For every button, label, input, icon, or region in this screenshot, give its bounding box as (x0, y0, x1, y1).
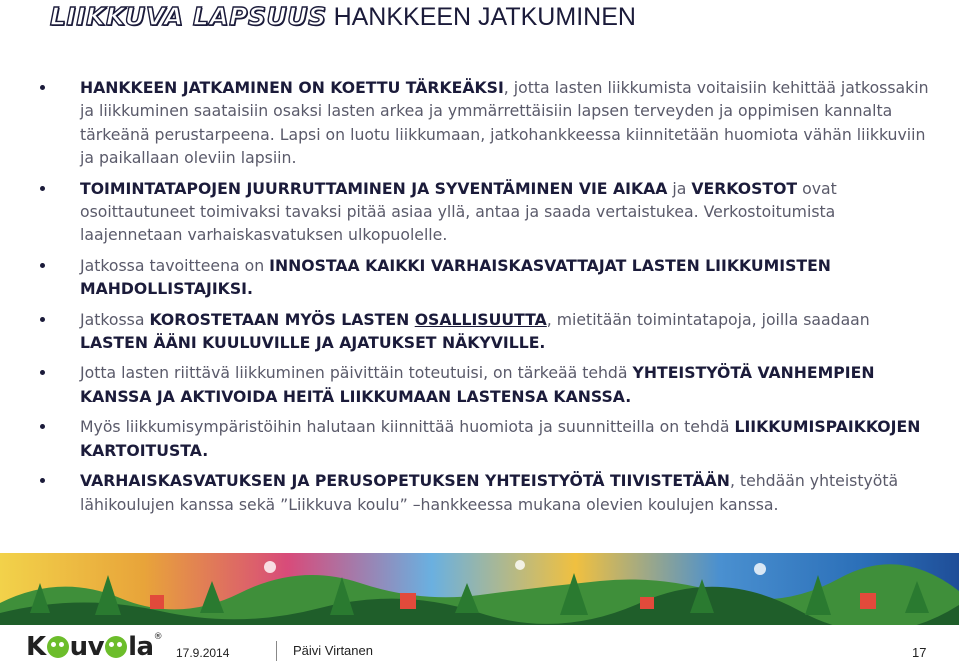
bullet-bold: HANKKEEN JATKAMINEN ON KOETTU TÄRKEÄKSI (80, 78, 504, 97)
bullet-text: Myös liikkumisympäristöihin halutaan kiinnittää huomiota ja suunnitteilla on tehdä (80, 417, 735, 437)
bullet-text: Jatkossa tavoitteena on (80, 255, 270, 275)
bullet-text: ja (667, 178, 692, 198)
bullet-item (40, 469, 940, 516)
bullet-icon (40, 478, 45, 483)
logo-text-start: K (26, 632, 46, 662)
bullet-icon (40, 263, 45, 268)
bullet-item (40, 308, 940, 355)
smiley-o-icon (47, 636, 69, 658)
kouvola-logo (26, 632, 162, 662)
logo-text-end: la (128, 632, 154, 662)
bullet-bold: KOROSTETAAN MYÖS LASTEN (149, 309, 415, 329)
bullet-text: . (625, 386, 632, 406)
bullet-item (40, 415, 940, 462)
bullet-icon (40, 186, 45, 191)
slide-title (50, 2, 636, 32)
bullet-text: , mietitään toimintatapoja, joilla saadaan (546, 309, 870, 329)
title-rest: HANKKEEN JATKUMINEN (333, 3, 636, 31)
bullet-icon (40, 317, 45, 322)
bullet-text: , jotta lasten liikkumista voitaisiin kehittää jatkossakin ja liikkuminen saataisiin osaksi lasten arkea ja ymmärrettäisiin lapsen terveyden ja oppimisen kannalta tärkeänä perustarpeena. Lapsi on luotu liikkumaan, jatkohankkeessa kiinnitetään huomiota vähän liikkuviin ja paikallaan oleviin lapsiin. (80, 78, 929, 168)
bullet-item (40, 177, 940, 247)
registered-mark: ® (153, 632, 163, 642)
bullet-text: . (539, 333, 546, 353)
bullet-bold-underlined: OSALLISUUTTA (414, 309, 547, 329)
footer-author: Päivi Virtanen (293, 643, 373, 658)
bullet-bold: LASTEN ÄÄNI KUULUVILLE JA AJATUKSET NÄKYVILLE (80, 333, 540, 353)
bullet-text: ovat osoittautuneet toimivaksi tavaksi pitää asiaa yllä, antaa ja saada vertaistukea. Verkostoitumista laajennetaan varhaiskasvatuksen ulkopuolelle. (80, 178, 837, 245)
bullet-item (40, 76, 940, 170)
bullet-bold: VARHAISKASVATUKSEN JA PERUSOPETUKSEN YHTEISTYÖTÄ TIIVISTETÄÄN (80, 471, 730, 491)
bullet-list (40, 76, 940, 516)
bullet-bold: YHTEISTYÖTÄ VANHEMPIEN KANSSA JA AKTIVOIDA HEITÄ LIIKKUMAAN LASTENSA KANSSA (80, 363, 875, 406)
bullet-icon (40, 424, 45, 429)
bullet-icon (40, 85, 45, 90)
title-brand: LIIKKUVA LAPSUUS (50, 2, 327, 31)
decorative-illustration-banner (0, 553, 959, 625)
footer-divider (276, 641, 277, 661)
bullet-item (40, 361, 940, 408)
bullet-bold: VERKOSTOT (691, 178, 798, 198)
bullet-item (40, 254, 940, 301)
smiley-o-icon (105, 636, 127, 658)
landscape-illustration (0, 553, 959, 625)
bullet-icon (40, 370, 45, 375)
footer-date: 17.9.2014 (176, 646, 230, 660)
bullet-text: , tehdään yhteistyötä lähikoulujen kanssa sekä ”Liikkuva koulu” –hankkeessa mukana olevien koulujen kanssa. (80, 471, 899, 514)
page-number: 17 (912, 645, 927, 660)
bullet-bold: TOIMINTATAPOJEN JUURRUTTAMINEN JA SYVENTÄMINEN VIE AIKAA (80, 178, 668, 198)
bullet-text: Jatkossa (80, 309, 150, 329)
bullet-text: . (246, 279, 253, 299)
bullet-bold: LIIKKUMISPAIKKOJEN KARTOITUSTA (80, 417, 921, 460)
bullet-text: . (202, 440, 209, 460)
logo-text-mid: uv (69, 632, 105, 662)
bullet-text: Jotta lasten riittävä liikkuminen päivittäin toteutuisi, on tärkeää tehdä (80, 363, 633, 383)
bullet-bold: INNOSTAA KAIKKI VARHAISKASVATTAJAT LASTEN LIIKKUMISTEN MAHDOLLISTAJIKSI (80, 255, 831, 299)
